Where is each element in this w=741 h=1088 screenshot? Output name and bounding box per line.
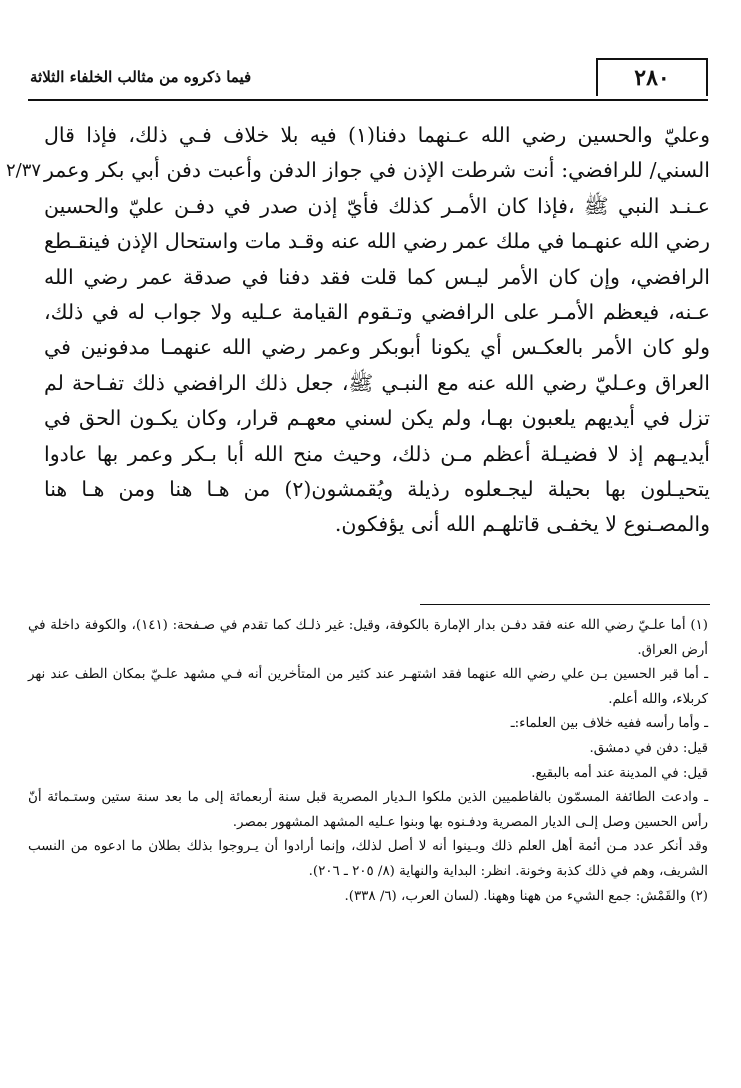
main-text: [44, 118, 710, 543]
footnote: (١) أما علـيّ رضي الله عنه فقد دفـن بدار الإمارة بالكوفة، وقيل: غير ذلـك كما تقدم في صـفحة: (١٤١)، والكوفة داخلة في أرض العراق.: [28, 618, 708, 658]
body-paragraph: وعليّ والحسين رضي الله عـنهما دفنا(١) فيه بلا خلاف فـي ذلك، فإذا قال السني/ للرافضي: أنت شرطت الإذن في جواز الدفن وأعبت دفن أبي بكر وعمر عـنـد النبي ﷺ ،فإذا كان الأمـر كذلك فأيّ إذن صدر في دفـن عليّ والحسين رضي الله عنهـما في ملك عمر رضي الله عنه وقـد مات واستحال الإذن فينقـطع الرافضي، وإن كان الأمر ليـس كما قلت فقد دفنا في صدقة عمر رضي الله عـنه، فيعظم الأمـر على الرافضي وتـقوم القيامة عـليه ولا جواب له في ذلك، ولو كان الأمر بالعكـس أي يكونا أبوبكر وعمر رضي الله عنهمـا مدفونين في العراق وعـليّ رضي الله عنه مع النبـي ﷺ، جعل ذلك الرافضي ذلك تفـاحة لم تزل في أيديهم يلعبون بهـا، ولم يكن لسني معهـم قرار، وكان يكـون الحق في أيديـهم إذ لا فضيـلة أعظم مـن ذلك، وحيث منح الله أبا بـكر وعمر بها عادوا يتحيـلون بها بحيلة ليجـعلوه رذيلة ويُقمشون(٢) من هـا هنا ومن هـا هنا والمصـنوع لا يخفـى قاتلهـم الله أنى يؤفكون.: [44, 123, 710, 537]
page-header: [28, 58, 708, 100]
footnote: ـ أما قبر الحسين بـن علي رضي الله عنهما فقد اشتهـر عند كثير من المتأخرين أنه فـي مشهد علـيّ بمكان الطف عند نهر كربلاء، والله أعلم.: [28, 667, 708, 707]
footnote: قيل: دفن في دمشق.: [589, 740, 708, 756]
header-rule: [28, 99, 708, 101]
margin-reference: ٢/٣٧: [6, 160, 42, 181]
footnote-rule: [420, 604, 710, 605]
footnote: قيل: في المدينة عند أمه بالبقيع.: [531, 765, 708, 781]
running-title: فيما ذكروه من مثالب الخلفاء الثلاثة: [30, 68, 252, 86]
footnote: (٢) والقَمْش: جمع الشيء من ههنا وههنا. (لسان العرب، (٦/ ٣٣٨).: [344, 888, 708, 904]
footnotes: [28, 614, 708, 909]
page-number: ٢٨٠: [596, 58, 708, 96]
footnote: وقد أنكر عدد مـن أئمة أهل العلم ذلك وبـينوا أنه لا أصل لذلك، وإنما أرادوا أن يـروجوا بذلك بطلان ما ادعوه من النسب الشريف، وهم في ذلك كذبة وخونة. انظر: البداية والنهاية (٨/ ٢٠٥ ـ ٢٠٦).: [28, 839, 708, 879]
footnote: ـ وادعت الطائفة المسمّون بالفاطميين الذين ملكوا الـديار المصرية قبل سنة أربعمائة إلى ما بعد سنة ستين وستـمائة أنّ رأس الحسين وصل إلـى الديار المصرية ودفـنوه بها وبنوا عـليه المشهد المشهور بمصر.: [28, 790, 708, 830]
footnote: ـ وأما رأسه ففيه خلاف بين العلماء:ـ: [510, 716, 708, 732]
